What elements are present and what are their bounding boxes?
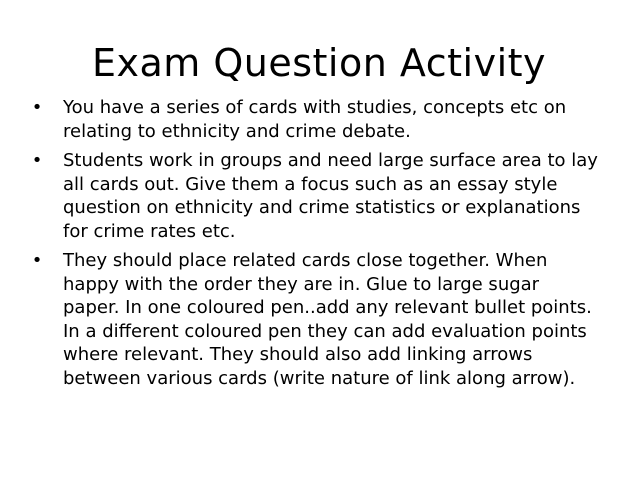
bullet-marker: • [31,250,43,271]
bullet-text: Students work in groups and need large surface area to lay all cards out. Give them a focus such as an essay style question on ethnicity and crime statistics or explanations for crime rates etc. [63,150,598,242]
bullet-text: You have a series of cards with studies, concepts etc on relating to ethnicity and crime debate. [63,97,567,142]
bullet-item [30,249,600,390]
bullet-marker: • [31,150,43,171]
bullet-marker: • [31,97,43,118]
slide-title: Exam Question Activity [91,41,547,85]
bullet-item [30,96,600,143]
bullet-text: They should place related cards close together. When happy with the order they are in. Glue to large sugar paper. In one coloured pen..add any relevant bullet points. In a different coloured pen they can add evaluation points where relevant. They should also add linking arrows between various cards (write nature of link along arrow). [63,250,592,389]
bullet-list [30,96,600,396]
bullet-item [30,149,600,243]
